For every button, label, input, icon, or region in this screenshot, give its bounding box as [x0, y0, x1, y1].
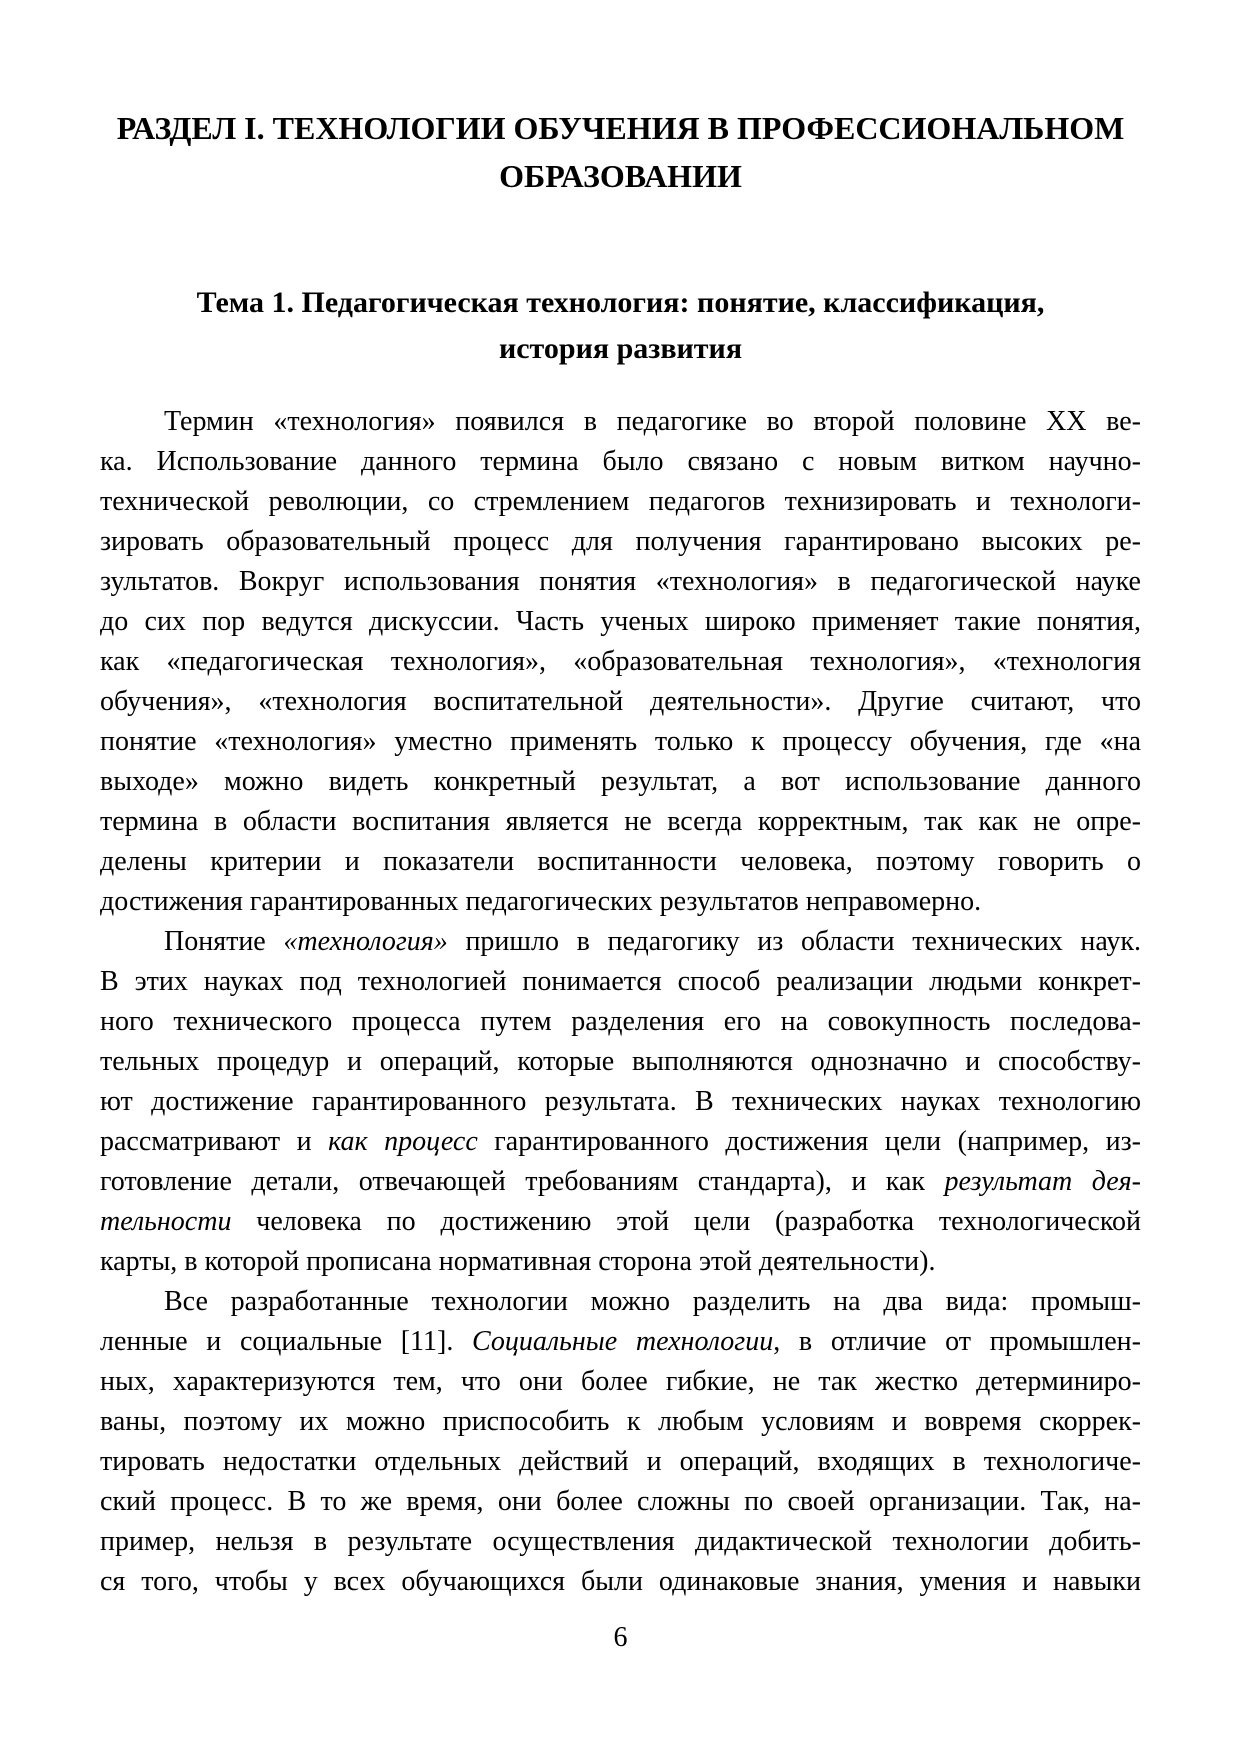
- text-line: зультатов. Вокруг использования понятия «технология» в педагогической науке: [100, 566, 1141, 597]
- text-line: ленные и социальные [11]. Социальные технологии, в отличие от промышлен-: [100, 1326, 1141, 1357]
- text-line: до сих пор ведутся дискуссии. Часть ученых широко применяет такие понятия,: [100, 606, 1141, 637]
- section-title-line: РАЗДЕЛ I. ТЕХНОЛОГИИ ОБУЧЕНИЯ В ПРОФЕССИОНАЛЬНОМ: [116, 110, 1125, 146]
- text-line: пример, нельзя в результате осуществления дидактической технологии добить-: [100, 1526, 1141, 1557]
- text-line: понятие «технология» уместно применять только к процессу обучения, где «на: [100, 726, 1141, 757]
- text-line: ных, характеризуются тем, что они более гибкие, не так жестко детерминиро-: [100, 1366, 1141, 1397]
- section-title: [100, 104, 1141, 200]
- text-line: технической революции, со стремлением педагогов технизировать и технологи-: [100, 486, 1141, 517]
- text-line: готовление детали, отвечающей требованиям стандарта), и как результат дея-: [100, 1166, 1141, 1197]
- paragraph: [100, 1282, 1141, 1602]
- text-line: тельности человека по достижению этой цели (разработка технологической: [100, 1206, 1141, 1237]
- text-line: ют достижение гарантированного результата. В технических науках технологию: [100, 1086, 1141, 1117]
- text-line: В этих науках под технологией понимается способ реализации людьми конкрет-: [100, 966, 1141, 997]
- text-line: делены критерии и показатели воспитанности человека, поэтому говорить о: [100, 846, 1141, 877]
- text-line: Все разработанные технологии можно разделить на два вида: промыш-: [164, 1286, 1141, 1317]
- text-line: ваны, поэтому их можно приспособить к любым условиям и вовремя скоррек-: [100, 1406, 1141, 1437]
- page-content: [100, 0, 1141, 1602]
- text-line: термина в области воспитания является не всегда корректным, так как не опре-: [100, 806, 1141, 837]
- page-number: 6: [613, 1622, 628, 1653]
- paragraph: [100, 922, 1141, 1282]
- text-line: Понятие «технология» пришло в педагогику из области технических наук.: [164, 926, 1141, 957]
- text-line: ский процесс. В то же время, они более сложны по своей организации. Так, на-: [100, 1486, 1141, 1517]
- topic-title: [100, 280, 1141, 372]
- topic-title-line: Тема 1. Педагогическая технология: понятие, классификация,: [196, 286, 1045, 319]
- text-line: достижения гарантированных педагогических результатов неправомерно.: [100, 886, 982, 917]
- text-line: ка. Использование данного термина было связано с новым витком научно-: [100, 446, 1141, 477]
- text-line: ного технического процесса путем разделения его на совокупность последова-: [100, 1006, 1141, 1037]
- text-line: тельных процедур и операций, которые выполняются однозначно и способству-: [100, 1046, 1141, 1077]
- text-line: зировать образовательный процесс для получения гарантировано высоких ре-: [100, 526, 1141, 557]
- text-line: ся того, чтобы у всех обучающихся были одинаковые знания, умения и навыки: [100, 1566, 1141, 1597]
- text-line: карты, в которой прописана нормативная сторона этой деятельности).: [100, 1246, 936, 1277]
- body-text: [100, 402, 1141, 1602]
- text-line: рассматривают и как процесс гарантированного достижения цели (например, из-: [100, 1126, 1141, 1157]
- section-title-line: ОБРАЗОВАНИИ: [499, 158, 742, 194]
- text-line: тировать недостатки отдельных действий и операций, входящих в технологиче-: [100, 1446, 1141, 1477]
- text-line: обучения», «технология воспитательной деятельности». Другие считают, что: [100, 686, 1141, 717]
- text-line: Термин «технология» появился в педагогике во второй половине XX ве-: [164, 406, 1141, 437]
- text-line: выходе» можно видеть конкретный результат, а вот использование данного: [100, 766, 1141, 797]
- paragraph: [100, 402, 1141, 922]
- topic-title-line: история развития: [498, 332, 743, 365]
- text-line: как «педагогическая технология», «образовательная технология», «технология: [100, 646, 1141, 677]
